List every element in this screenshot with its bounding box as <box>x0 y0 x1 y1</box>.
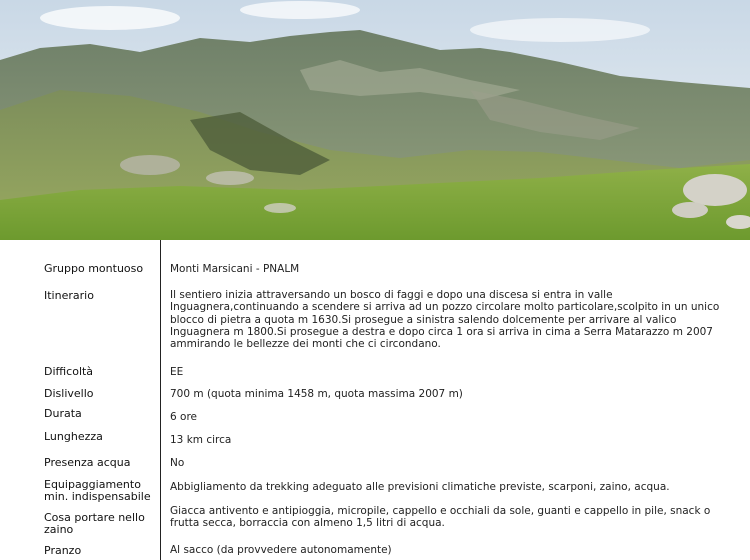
value-cosa-portare: Giacca antivento e antipioggia, micropile, cappello e occhiali da sole, guanti e cappello in pile, snack o frutta secca, borraccia con almeno 1,5 litri di acqua. <box>170 505 711 530</box>
label-pranzo: Pranzo <box>44 544 82 557</box>
value-equipaggiamento: Abbigliamento da trekking adeguato alle previsioni climatiche previste, scarponi, zaino, acqua. <box>170 481 670 493</box>
label-itinerario: Itinerario <box>44 289 94 302</box>
column-divider <box>160 240 161 560</box>
value-dislivello: 700 m (quota minima 1458 m, quota massima 2007 m) <box>170 388 463 400</box>
value-difficolta: EE <box>170 366 184 378</box>
mountain-landscape-icon <box>0 0 750 240</box>
label-gruppo-montuoso: Gruppo montuoso <box>44 262 144 275</box>
label-lunghezza: Lunghezza <box>44 430 103 443</box>
mountain-landscape-photo <box>0 0 750 240</box>
label-difficolta: Difficoltà <box>44 365 94 378</box>
label-durata: Durata <box>44 407 82 420</box>
hike-info-table <box>0 240 750 560</box>
label-equipaggiamento: Equipaggiamento min. indispensabile <box>44 478 151 503</box>
label-cosa-portare: Cosa portare nello zaino <box>44 511 145 536</box>
value-pranzo: Al sacco (da provvedere autonomamente) <box>170 544 392 556</box>
value-lunghezza: 13 km circa <box>170 434 232 446</box>
value-durata: 6 ore <box>170 411 197 423</box>
label-presenza-acqua: Presenza acqua <box>44 456 131 469</box>
value-itinerario: Il sentiero inizia attraversando un bosco di faggi e dopo una discesa si entra in valle Inguagnera,continuando a scendere si arriva ad un pozzo circolare molto particolare,scolpito in un unico blocco di pietra a quota m 1630.Si prosegue a sinistra salendo dolcemente per arrivare al valico Inguagnera m 1800.Si prosegue a destra e dopo circa 1 ora si arriva in cima a Serra Matarazzo m 2007 ammirando le bellezze dei monti che ci circondano. <box>170 289 720 351</box>
value-presenza-acqua: No <box>170 457 185 469</box>
value-gruppo-montuoso: Monti Marsicani - PNALM <box>170 263 300 275</box>
label-dislivello: Dislivello <box>44 387 94 400</box>
